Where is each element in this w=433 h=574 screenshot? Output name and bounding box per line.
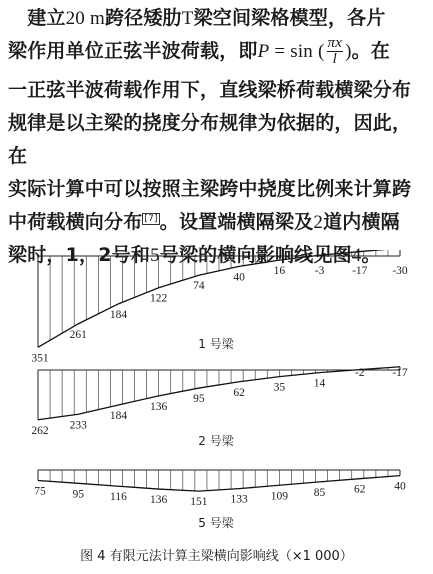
beam-label: 2 号梁 <box>198 434 234 448</box>
data-label: 62 <box>233 386 245 399</box>
data-label: 184 <box>109 308 128 321</box>
data-label: 16 <box>273 265 286 278</box>
data-label: 133 <box>230 493 248 506</box>
text-line-7: 梁时，1，2号和5号梁的横向影响线见图4。 <box>8 244 381 266</box>
data-label: -17 <box>392 367 408 379</box>
data-label: -2 <box>354 367 365 379</box>
data-label: 351 <box>31 352 49 365</box>
data-label: 35 <box>273 381 286 394</box>
data-label: 109 <box>270 490 288 503</box>
data-label: 40 <box>233 271 245 284</box>
beam-label: 1 号梁 <box>198 337 234 351</box>
data-label: 136 <box>150 400 168 413</box>
data-label: -30 <box>392 265 408 277</box>
data-label: 74 <box>193 280 205 293</box>
data-label: 95 <box>193 393 205 406</box>
text-line-1: 建立20 m跨径矮肋T梁空间梁格模型，各片 <box>27 7 386 29</box>
text-line-5: 实际计算中可以按照主梁跨中挠度比例来计算跨 <box>8 178 412 200</box>
figure-caption: 图 4 有限元法计算主梁横向影响线（×1 000） <box>80 549 353 564</box>
body-paragraph <box>8 2 428 272</box>
influence-line-figure <box>0 250 433 545</box>
data-label: 136 <box>150 494 168 507</box>
data-label: 122 <box>150 292 168 305</box>
formula-fraction: $\frac{\pi x}{l}$ <box>327 35 343 67</box>
data-label: 184 <box>109 409 128 422</box>
text-line-2: 梁作用单位正弦半波荷载，即P = sin ( $\frac{\pi x}{l}$ )。在 <box>8 35 391 67</box>
data-label: 14 <box>313 377 326 390</box>
influence-line-chart-beam-2 <box>31 367 408 448</box>
reference-mark: [7] <box>144 213 158 224</box>
data-label: 75 <box>34 485 46 498</box>
beam-label: 5 号梁 <box>198 516 234 530</box>
data-label: 62 <box>354 483 366 496</box>
data-label: 116 <box>110 491 127 504</box>
influence-line-chart-beam-1 <box>31 250 408 364</box>
data-label: 95 <box>72 488 84 501</box>
data-label: 233 <box>69 419 87 432</box>
data-label: 261 <box>69 328 87 341</box>
text-line-3: 一正弦半波荷载作用下，直线梁桥荷载横梁分布 <box>8 79 412 101</box>
data-label: -3 <box>314 265 325 277</box>
influence-line-chart-beam-5 <box>34 470 406 530</box>
text-line-4: 规律是以主梁的挠度分布规律为依据的，因此，在 <box>8 112 412 167</box>
data-label: -17 <box>352 265 368 277</box>
data-label: 151 <box>190 496 208 509</box>
text-line-6: 中荷载横向分布 [7] 。设置端横隔梁及2道内横隔 <box>8 211 400 233</box>
data-label: 40 <box>394 480 406 493</box>
data-label: 85 <box>313 486 326 499</box>
data-label: 262 <box>31 424 49 437</box>
